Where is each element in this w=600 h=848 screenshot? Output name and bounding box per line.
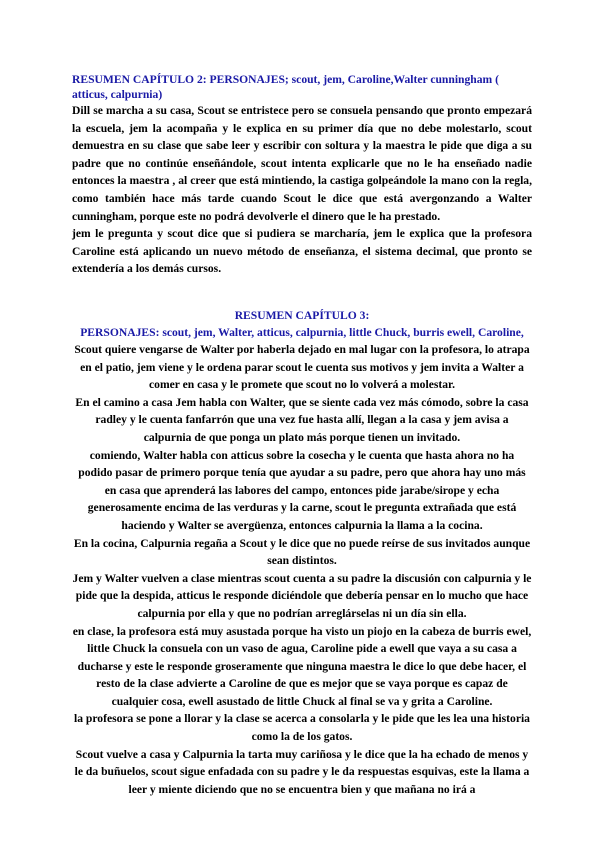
chapter-3-paragraph: Jem y Walter vuelven a clase mientras scout cuenta a su padre la discusión con calpurnia y le pide que la despida, atticus le responde diciéndole que debería pensar en lo mucho que hace calpurnia por ella y que no podrían arreglárselas ni un día sin ella. bbox=[72, 571, 532, 620]
chapter-2-section bbox=[72, 72, 532, 278]
chapter-3-paragraph: En el camino a casa Jem habla con Walter, que se siente cada vez más cómodo, sobre la casa radley y le cuenta fanfarrón que una vez fue hasta allí, llegan a la casa y jem avisa a calpurnia de que ponga un plato más porque tienen un invitado. bbox=[75, 395, 529, 444]
chapter-2-paragraph: jem le pregunta y scout dice que si pudiera se marcharía, jem le explica que la profesora Caroline está aplicando un nuevo método de enseñanza, el sistema decimal, que pronto se extendería a los demás cursos. bbox=[72, 227, 532, 276]
chapter-3-characters: PERSONAJES: scout, jem, Walter, atticus, calpurnia, little Chuck, burris ewell, Caroline, bbox=[80, 325, 524, 339]
chapter-3-paragraph: la profesora se pone a llorar y la clase se acerca a consolarla y le pide que les lea una historia como la de los gatos. bbox=[74, 712, 530, 744]
chapter-3-section bbox=[72, 308, 532, 798]
chapter-2-paragraph: Dill se marcha a su casa, Scout se entristece pero se consuela pensando que pronto empezará la escuela, jem la acompaña y le explica en su primer día que no debe molestarlo, scout demuestra en su clase que sabe leer y escribir con soltura y la maestra le pide que diga a su padre que no continúe enseñándole, scout intenta explicarle que no le ha enseñado nadie entonces la maestra , al creer que está mintiendo, la castiga golpeándole la mano con la regla, como también hace más tarde cuando Scout le dice que está avergonzando a Walter cunningham, porque este no podrá devolverle el dinero que le ha prestado. bbox=[72, 104, 532, 223]
chapter-3-paragraph: Scout vuelve a casa y Calpurnia la tarta muy cariñosa y le dice que la ha echado de menos y le da buñuelos, scout sigue enfadada con su padre y le da respuestas esquivas, este la llama a leer y miente diciendo que no se encuentra bien y que mañana no irá a bbox=[74, 747, 530, 796]
chapter-3-paragraph: En la cocina, Calpurnia regaña a Scout y le dice que no puede reírse de sus invitados aunque sean distintos. bbox=[73, 536, 531, 568]
chapter-3-paragraph: comiendo, Walter habla con atticus sobre la cosecha y le cuenta que hasta ahora no ha podido pasar de primero porque tenía que ayudar a su padre, pero que ahora hay uno más en casa que aprenderá las labores del campo, entonces pide jarabe/sirope y echa generosamente encima de las verduras y la carne, scout le pregunta extrañada que está haciendo y Walter se avergüenza, entonces calpurnia la llama a la cocina. bbox=[78, 448, 526, 532]
chapter-2-heading: RESUMEN CAPÍTULO 2: PERSONAJES; scout, jem, Caroline,Walter cunningham ( atticus, calpurnia) bbox=[72, 73, 499, 101]
chapter-3-paragraph: Scout quiere vengarse de Walter por haberla dejado en mal lugar con la profesora, lo atrapa en el patio, jem viene y le ordena parar scout le cuenta sus motivos y jem invita a Walter a comer en casa y le promete que scout no lo volverá a molestar. bbox=[74, 343, 530, 392]
chapter-3-heading: RESUMEN CAPÍTULO 3: bbox=[234, 309, 370, 322]
chapter-3-paragraph: en clase, la profesora está muy asustada porque ha visto un piojo en la cabeza de burris ewel, little Chuck la consuela con un vaso de agua, Caroline pide a ewell que vaya a su casa a ducharse y este le responde groseramente que ninguna maestra le dice lo que debe hacer, el resto de la clase advierte a Caroline de que es mejor que se vaya porque es capaz de cualquier cosa, ewell asustado de little Chuck al final se va y grita a Caroline. bbox=[72, 624, 532, 708]
